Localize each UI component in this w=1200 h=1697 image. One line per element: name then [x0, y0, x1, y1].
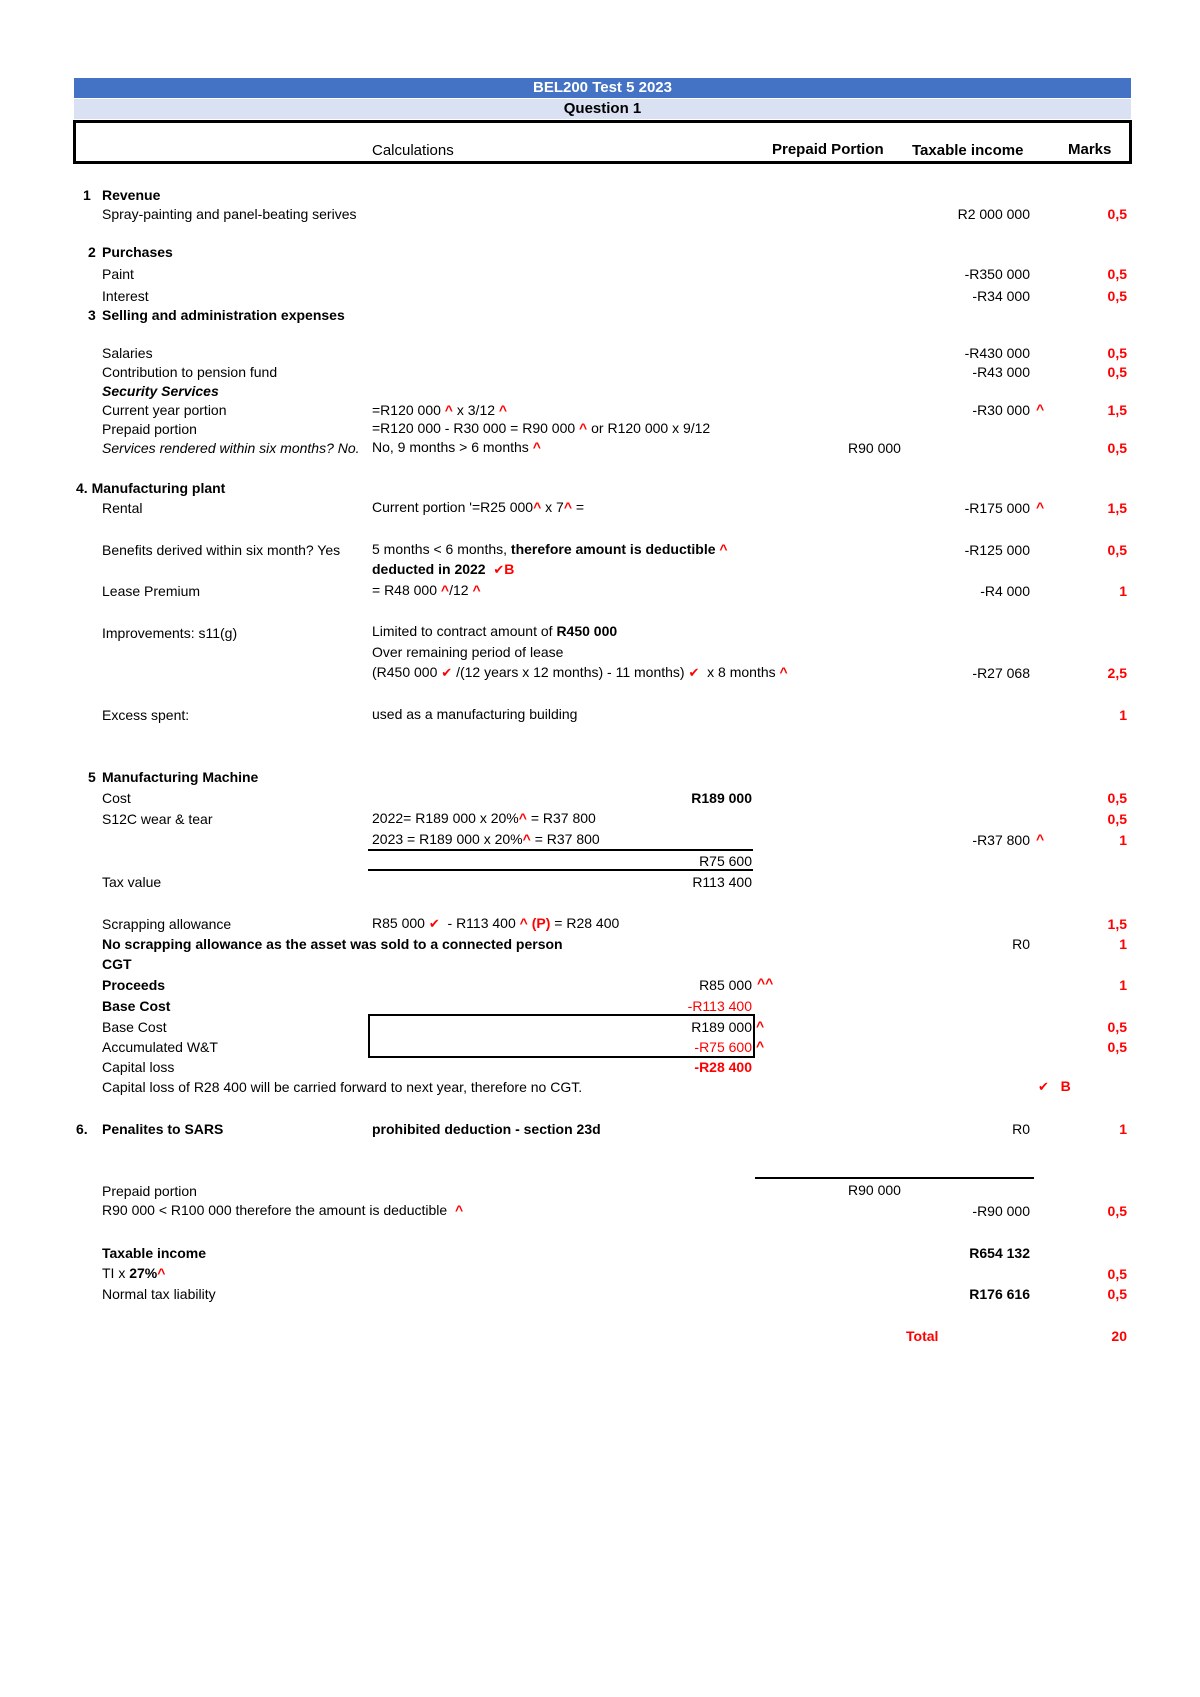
col-calculations: Calculations [372, 142, 454, 159]
calc-value: R189 000 [691, 1019, 752, 1035]
subheading: CGT [102, 956, 132, 972]
prepaid-value: R90 000 [848, 1182, 901, 1198]
calc-text: deducted in 2022 ✔B [372, 561, 515, 577]
marks-value: 0,5 [1107, 288, 1127, 304]
row-label: Improvements: s11(g) [102, 625, 238, 641]
taxable-value: -R30 000 [972, 402, 1030, 418]
row-label: Scrapping allowance [102, 916, 232, 932]
section-heading: 4. Manufacturing plant [76, 480, 226, 496]
taxable-value: R176 616 [969, 1286, 1030, 1302]
row-label: Base Cost [102, 1019, 167, 1035]
row-label: R90 000 < R100 000 therefore the amount is deductible ^ [102, 1202, 464, 1218]
caret-mark: ^ [1036, 831, 1045, 847]
row-label: Cost [102, 790, 131, 806]
caret-mark: ^ [1036, 401, 1045, 417]
calc-text: R85 000 ✔ - R113 400 ^ (P) = R28 400 [372, 915, 620, 931]
marks-value: 0,5 [1107, 206, 1127, 222]
col-marks: Marks [1068, 141, 1112, 158]
calc-text: = R48 000 ^/12 ^ [372, 582, 481, 598]
taxable-value: -R27 068 [972, 665, 1030, 681]
divider [755, 1177, 1034, 1179]
row-label: Spray-painting and panel-beating serives [102, 206, 357, 222]
section-heading: Selling and administration expenses [102, 307, 345, 323]
total-marks: 20 [1111, 1328, 1127, 1344]
calc-value: -R75 600 [694, 1039, 752, 1055]
check-icon: ✔ [428, 916, 440, 931]
section-number: 5 [88, 769, 96, 785]
taxable-value: -R175 000 [964, 500, 1030, 516]
row-label: TI x 27%^ [102, 1265, 166, 1281]
section-number: 3 [88, 307, 96, 323]
row-label: Capital loss [102, 1059, 175, 1075]
marks-value: 1 [1119, 583, 1127, 599]
caret-mark: ^^ [757, 975, 774, 991]
page-title: BEL200 Test 5 2023 [74, 78, 1131, 98]
marks-value: 0,5 [1107, 542, 1127, 558]
question-title: Question 1 [74, 99, 1131, 119]
col-prepaid: Prepaid Portion [772, 141, 884, 158]
marks-value: 0,5 [1107, 440, 1127, 456]
taxable-value: -R4 000 [980, 583, 1030, 599]
caret-mark: ^ [518, 810, 527, 826]
row-label: Services rendered within six months? No. [102, 440, 360, 456]
section-number: 6. [76, 1121, 88, 1137]
taxable-value: R2 000 000 [957, 206, 1030, 222]
calc-text: 2022= R189 000 x 20%^ = R37 800 [372, 810, 596, 826]
calc-value: -R113 400 [687, 998, 752, 1014]
caret-mark: ^ [157, 1265, 166, 1281]
calc-text: =R120 000 ^ x 3/12 ^ [372, 402, 508, 418]
section-heading: Purchases [102, 244, 173, 260]
row-label: Current year portion [102, 402, 227, 418]
marks-value: 1 [1119, 1121, 1127, 1137]
taxable-value: -R43 000 [972, 364, 1030, 380]
divider [368, 849, 753, 851]
taxable-value: -R34 000 [972, 288, 1030, 304]
caret-mark: ^ [756, 1018, 765, 1034]
taxable-value: -R90 000 [972, 1203, 1030, 1219]
marks-value: 1 [1119, 977, 1127, 993]
check-icon: ✔ [441, 665, 453, 680]
marks-value: 0,5 [1107, 790, 1127, 806]
calc-value: R85 000 [699, 977, 752, 993]
calc-text: (R450 000 ✔ /(12 years x 12 months) - 11 months) ✔ x 8 months ^ [372, 664, 788, 680]
row-label: Base Cost [102, 998, 171, 1014]
caret-mark: ^ [719, 541, 728, 557]
section-heading: Penalites to SARS [102, 1121, 224, 1137]
section-number: 2 [88, 244, 96, 260]
calc-value: -R28 400 [694, 1059, 752, 1075]
calc-text: 5 months < 6 months, therefore amount is deductible ^ [372, 541, 728, 557]
row-label: Prepaid portion [102, 1183, 197, 1199]
section-heading: Manufacturing Machine [102, 769, 259, 785]
calc-text: Current portion '=R25 000^ x 7^ = [372, 499, 585, 515]
caret-mark: ^ [532, 439, 541, 455]
marks-value: 0,5 [1107, 1039, 1127, 1055]
taxable-value: R654 132 [969, 1245, 1030, 1261]
taxable-value: -R37 800 [972, 832, 1030, 848]
marks-value: 0,5 [1107, 345, 1127, 361]
row-label: Benefits derived within six month? Yes [102, 542, 341, 558]
caret-mark: ^ [519, 915, 528, 931]
section-heading: Revenue [102, 187, 161, 203]
taxable-value: R0 [1012, 936, 1030, 952]
marks-value: 1 [1119, 707, 1127, 723]
marks-value: 0,5 [1107, 1019, 1127, 1035]
taxable-value: -R430 000 [964, 345, 1030, 361]
marks-value: 1,5 [1107, 500, 1127, 516]
row-label: Lease Premium [102, 583, 201, 599]
marks-value: 1 [1119, 936, 1127, 952]
marks-value: 0,5 [1107, 1203, 1127, 1219]
calc-text: used as a manufacturing building [372, 706, 578, 722]
row-label: Normal tax liability [102, 1286, 216, 1302]
row-label: S12C wear & tear [102, 811, 213, 827]
marks-value: 0,5 [1107, 811, 1127, 827]
calc-value: R75 600 [699, 853, 752, 869]
row-label: Tax value [102, 874, 162, 890]
marks-value: 0,5 [1107, 266, 1127, 282]
caret-mark: ^ [533, 499, 542, 515]
caret-mark: ^ [498, 402, 508, 418]
calc-text: 2023 = R189 000 x 20%^ = R37 800 [372, 831, 600, 847]
caret-mark: ^ [444, 402, 453, 418]
row-label: Interest [102, 288, 149, 304]
calc-value: R189 000 [691, 790, 752, 806]
row-label: Rental [102, 500, 143, 516]
row-label: Proceeds [102, 977, 166, 993]
section-number: 1 [83, 187, 91, 203]
calc-text: Limited to contract amount of R450 000 [372, 623, 618, 639]
row-label: No scrapping allowance as the asset was sold to a connected person [102, 936, 563, 952]
taxable-value: -R125 000 [964, 542, 1030, 558]
marks-value: 1 [1119, 832, 1127, 848]
caret-mark: ^ [779, 664, 788, 680]
caret-mark: ^ [563, 499, 573, 515]
divider [368, 869, 753, 871]
col-taxable: Taxable income [912, 142, 1024, 159]
tick-mark: ✔ B [1038, 1078, 1071, 1094]
marks-value: 0,5 [1107, 1266, 1127, 1282]
caret-mark: ^ [1036, 499, 1045, 515]
prepaid-value: R90 000 [848, 440, 901, 456]
check-icon: ✔ [688, 665, 700, 680]
marks-value: 1,5 [1107, 916, 1127, 932]
subheading: Security Services [102, 383, 219, 399]
row-label: Excess spent: [102, 707, 190, 723]
caret-mark: ^ [454, 1202, 464, 1218]
check-icon: ✔ [1038, 1079, 1049, 1094]
marks-value: 2,5 [1107, 665, 1127, 681]
taxable-value: R0 [1012, 1121, 1030, 1137]
total-label: Total [906, 1328, 939, 1344]
check-icon: ✔ [493, 562, 505, 577]
calc-text: Over remaining period of lease [372, 644, 564, 660]
marks-value: 0,5 [1107, 1286, 1127, 1302]
calc-text: prohibited deduction - section 23d [372, 1121, 601, 1137]
caret-mark: ^ [756, 1038, 765, 1054]
row-label: Salaries [102, 345, 153, 361]
calc-value: R113 400 [692, 874, 752, 890]
calc-text: =R120 000 - R30 000 = R90 000 ^ or R120 000 x 9/12 [372, 420, 711, 436]
calc-text: No, 9 months > 6 months ^ [372, 439, 541, 455]
caret-mark: ^ [440, 582, 450, 598]
caret-mark: ^ [579, 420, 588, 436]
row-label: Paint [102, 266, 134, 282]
marks-value: 1,5 [1107, 402, 1127, 418]
marks-value: 0,5 [1107, 364, 1127, 380]
row-label: Taxable income [102, 1245, 207, 1261]
caret-mark: ^ [472, 582, 481, 598]
row-label: Prepaid portion [102, 421, 197, 437]
row-label: Accumulated W&T [102, 1039, 218, 1055]
row-label: Capital loss of R28 400 will be carried forward to next year, therefore no CGT. [102, 1079, 583, 1095]
taxable-value: -R350 000 [964, 266, 1030, 282]
caret-mark: ^ [522, 831, 531, 847]
row-label: Contribution to pension fund [102, 364, 278, 380]
